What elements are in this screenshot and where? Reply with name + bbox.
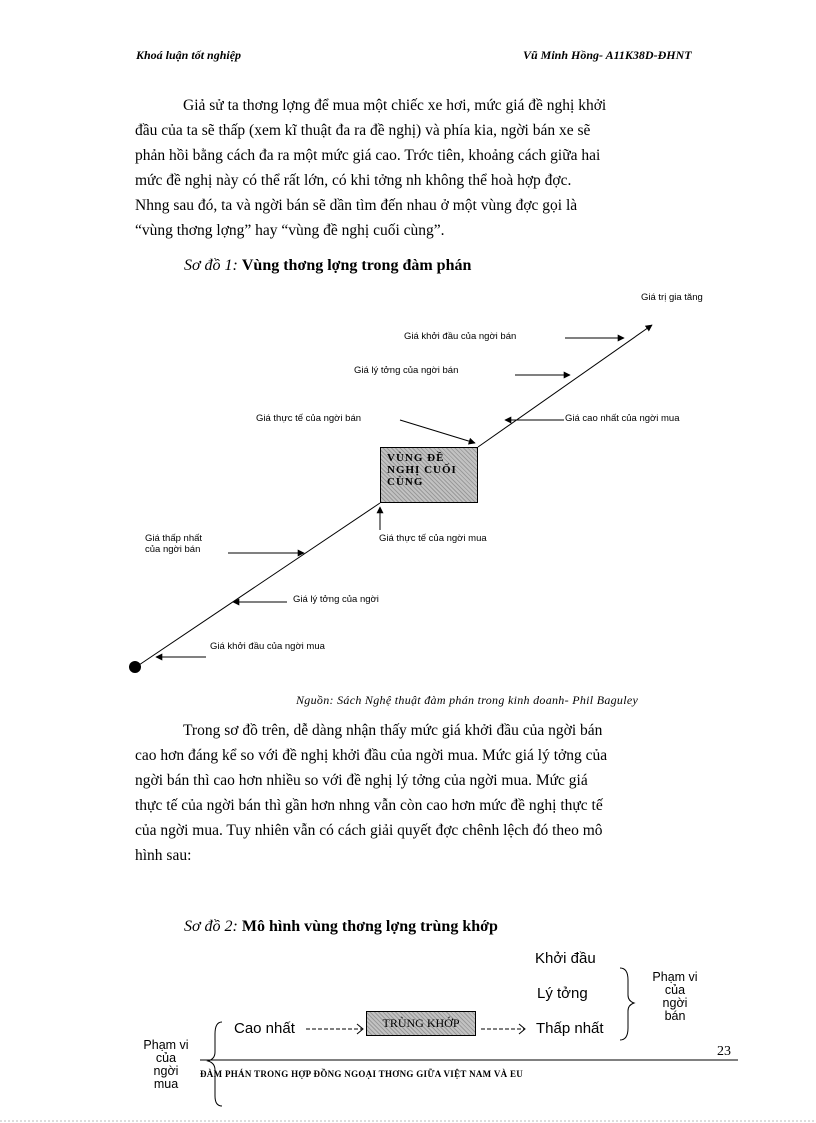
seller-item-lowest: Thấp nhất [536, 1020, 604, 1037]
label-seller-ideal: Giá lý tởng của ngời bán [354, 365, 459, 376]
paragraph-line: ngời bán thì cao hơn nhiều so với đề nghị lý tởng của ngời mua. Mức giá [135, 772, 588, 789]
paragraph-line: Nhng sau đó, ta và ngời bán sẽ dần tìm đến nhau ở một vùng đợc gọi là [135, 197, 578, 214]
paragraph-line: cao hơn đáng kể so với đề nghị khởi đầu của ngời mua. Mức giá lý tởng của [135, 747, 608, 764]
seller-item-ideal: Lý tởng [537, 985, 588, 1002]
label-buyer-ideal: Giá lý tởng của ngời [293, 594, 379, 605]
range-line: bán [664, 1009, 686, 1023]
range-line: Phạm vi [652, 970, 698, 984]
buyer-highest: Cao nhất [234, 1020, 295, 1037]
range-line: của [155, 1051, 177, 1065]
paragraph-line: thực tế của ngời bán thì gần hơn nhng vẫn còn cao hơn mức đề nghị thực tế [135, 797, 603, 814]
paragraph-line: phản hồi bằng cách đa ra một mức giá cao. Trớc tiên, khoảng cách giữa hai [135, 147, 601, 164]
range-line: của [664, 983, 686, 997]
caption-title: Vùng thơng lợng trong đàm phán [241, 257, 472, 274]
caption-title: Mô hình vùng thơng lợng trùng khớp [241, 918, 498, 935]
label-buyer-highest: Giá cao nhất của ngời mua [565, 413, 680, 424]
paragraph-line: “vùng thơng lợng” hay “vùng đề nghị cuối cùng”. [135, 222, 445, 239]
caption-prefix: Sơ đồ 2: [184, 918, 238, 935]
label-buyer-opening: Giá khởi đầu của ngời mua [210, 641, 325, 652]
range-line: ngời [662, 996, 688, 1010]
footer-title: ĐÀM PHÁN TRONG HỢP ĐỒNG NGOẠI THƠNG GIỮA VIỆT NAM VÀ EU [200, 1069, 524, 1079]
label-seller-lowest-1: Giá thấp nhất [145, 533, 203, 544]
page-number: 23 [717, 1044, 731, 1059]
header-right: Vũ Minh Hồng- A11K38D-ĐHNT [523, 48, 692, 62]
label-seller-opening: Giá khởi đầu của ngời bán [404, 331, 517, 342]
caption-prefix: Sơ đồ 1: [184, 257, 238, 274]
range-line: ngời [153, 1064, 179, 1078]
paragraph-line: đầu của ta sẽ thấp (xem kĩ thuật đa ra đề nghị) và phía kia, ngời bán xe sẽ [135, 122, 591, 139]
overlap-box: TRÙNG KHỚP [366, 1011, 476, 1036]
final-offer-zone-box: VÙNG ĐỀ NGHỊ CUỐI CÙNG [380, 447, 478, 503]
axis-label: Giá trị gia tăng [641, 292, 703, 303]
label-buyer-actual: Giá thực tế của ngời mua [379, 533, 487, 544]
label-seller-actual: Giá thực tế của ngời bán [256, 413, 362, 424]
seller-range-label [645, 971, 705, 1023]
seller-item-opening: Khởi đầu [535, 950, 596, 967]
buyer-range-label [137, 1039, 195, 1091]
range-line: mua [153, 1077, 179, 1091]
paragraph-line: mức đề nghị này có thể rất lớn, có khi tởng nh không thể hoà hợp đợc. [135, 172, 572, 189]
header-left: Khoá luận tốt nghiệp [136, 48, 242, 62]
label-seller-lowest-2: của ngời bán [145, 544, 201, 555]
paragraph-line: Trong sơ đồ trên, dễ dàng nhận thấy mức giá khởi đầu của ngời bán [183, 722, 603, 739]
paragraph-line: hình sau: [135, 847, 192, 864]
range-line: Phạm vi [143, 1038, 189, 1052]
paragraph-line: Giả sử ta thơng lợng để mua một chiếc xe hơi, mức giá đề nghị khởi [183, 97, 607, 114]
diagram1-source: Nguồn: Sách Nghệ thuật đàm phán trong kinh doanh- Phil Baguley [296, 693, 639, 707]
paragraph-line: của ngời mua. Tuy nhiên vẫn có cách giải quyết đợc chênh lệch đó theo mô [135, 822, 603, 839]
